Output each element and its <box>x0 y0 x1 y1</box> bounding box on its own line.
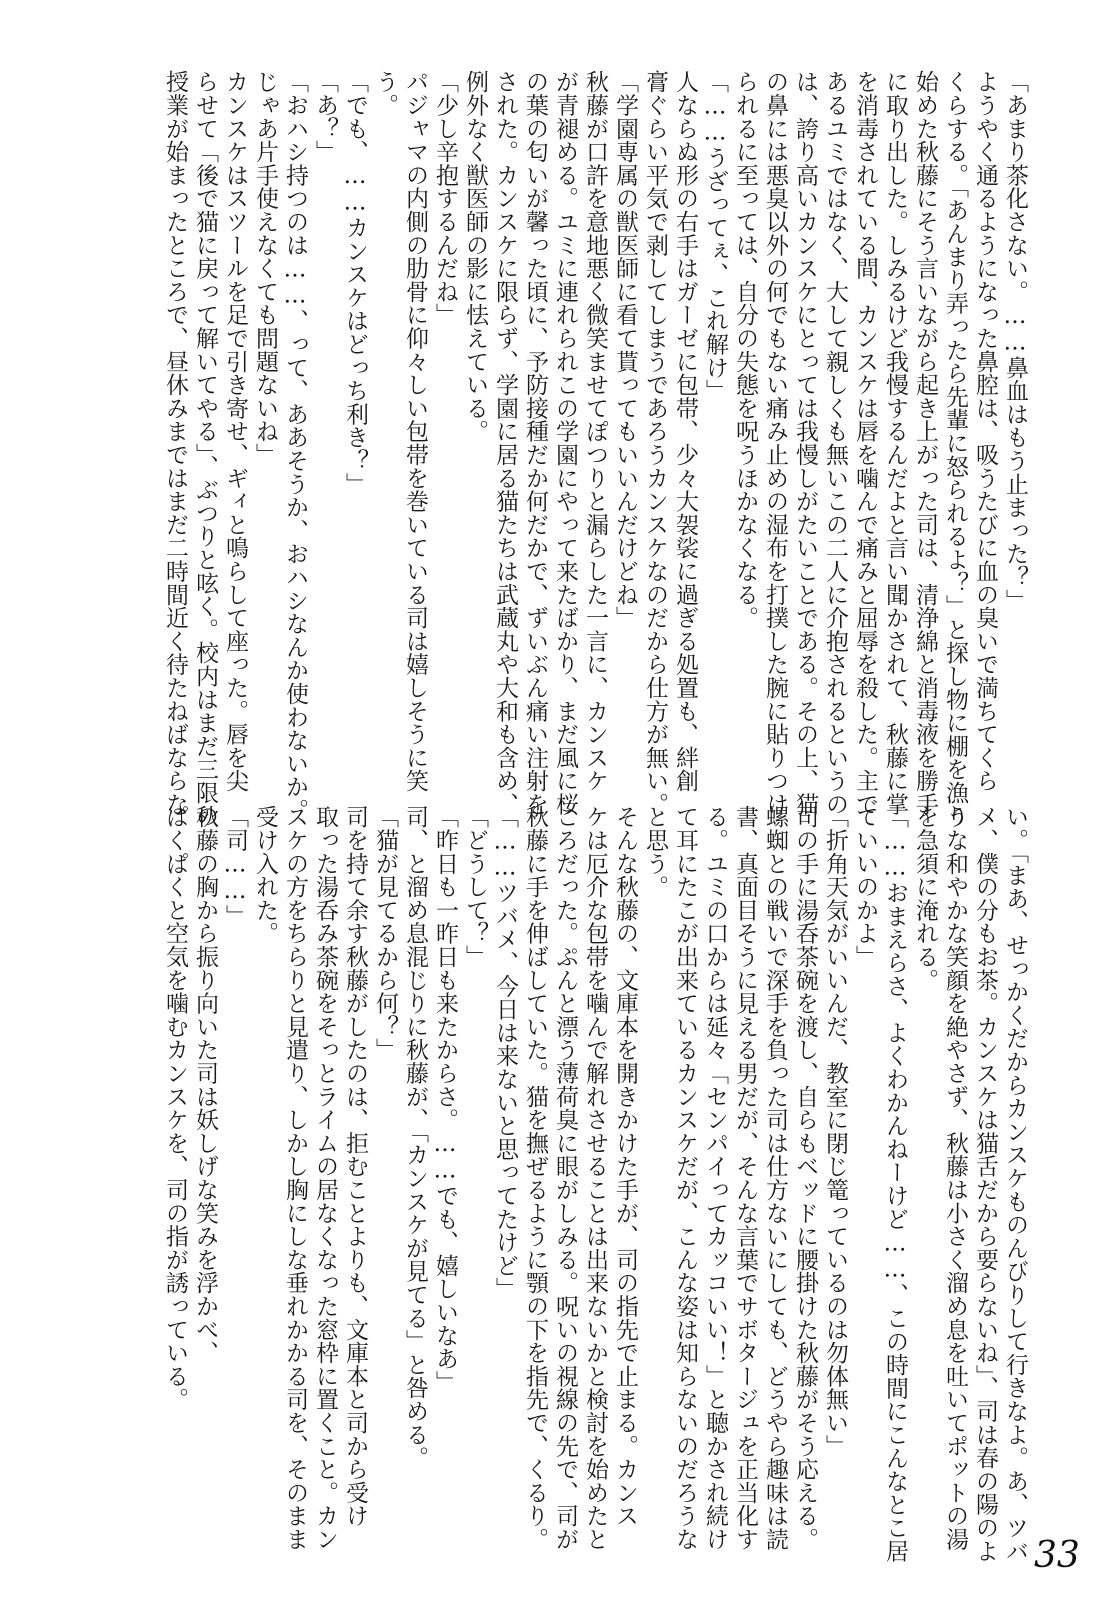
text-line: ていいのかよ」 <box>852 805 878 969</box>
text-line: 「……おまえらさ、よくわかんねーけど……、この時間にこんなとこ居 <box>882 805 908 1563</box>
text-line: 「昨日も一昨日も来たからさ。……でも、嬉しいなあ」 <box>432 805 458 1394</box>
text-line: 人ならぬ形の右手はガーゼに包帯、少々大袈裟に過ぎる処置も、絆創 <box>672 70 698 793</box>
text-line: うな和やかな笑顔を絶やさず、秋藤は小さく溜め息を吐いてポットの湯 <box>942 805 968 1551</box>
text-line: て耳にたこが出来ているカンスケだが、こんな姿は知らないのだろうな <box>672 805 698 1551</box>
text-line: 「あまり茶化さない。……鼻血はもう止まった？」 <box>1002 70 1028 612</box>
text-line: を消毒されている間、カンスケは唇を噛んで痛みと屈辱を殺した。主で <box>852 70 878 816</box>
text-line: 受け入れた。 <box>252 805 278 945</box>
text-line: された。カンスケに限らず、学園に居る猫たちは武蔵丸や大和も含め、 <box>492 70 518 816</box>
text-line: 「どうして？」 <box>462 805 488 969</box>
text-line: ぱくぱくと空気を噛むカンスケを、司の指が誘っている。 <box>162 805 188 1411</box>
text-line: う。 <box>372 70 398 117</box>
text-line: 授業が始まったところで、昼休みまではまだ二時間近く待たねばならな <box>162 70 188 816</box>
text-line: 螺蜘との戦いで深手を負った司は仕方ないにしても、どうやら趣味は読 <box>762 805 788 1551</box>
text-line: 「あ？」 <box>312 70 338 164</box>
text-line: メ、僕の分もお茶。カンスケは猫舌だから要らないね」、司は春の陽のよ <box>972 805 998 1563</box>
text-line: カンスケはスツールを足で引き寄せ、ギィと鳴らして座った。唇を尖 <box>222 70 248 793</box>
text-line: られるに至っては、自分の失態を呪うほかなくなる。 <box>732 70 758 630</box>
text-line: が青褪める。ユミに連れられこの学園にやって来たばかり、まだ風に桜 <box>552 70 578 816</box>
text-line: の葉の匂いが馨った頃に、予防接種だか何だかで、ずいぶん痛い注射を <box>522 70 548 816</box>
text-line: じゃあ片手使えなくても問題ないね」 <box>252 70 278 467</box>
text-line: と思う。 <box>642 805 668 899</box>
text-line: い。「まあ、せっかくだからカンスケものんびりして行きなよ。あ、ツバ <box>1002 805 1028 1563</box>
text-line: 「おハシ持つのは……、って、ああそうか、おハシなんか使わないか。 <box>282 70 308 822</box>
text-line: スケの方をちらりと見遣り、しかし胸にしな垂れかかる司を、そのまま <box>282 805 308 1551</box>
text-line: 「……うざってぇ、これ解け」 <box>702 70 728 403</box>
text-line: 始めた秋藤にそう言いながら起き上がった司は、清浄綿と消毒液を勝手 <box>912 70 938 816</box>
text-line: 秋藤が口許を意地悪く微笑ませてぽつりと漏らした一言に、カンスケ <box>582 70 608 793</box>
text-line: 「折角天気がいいんだ、教室に閉じ篭っているのは勿体無い」 <box>822 805 848 1458</box>
text-line: 秋藤の胸から振り向いた司は妖しげな笑みを浮かべ、 <box>192 805 218 1365</box>
text-line: 例外なく獣医師の影に怯えている。 <box>462 70 488 443</box>
text-line: 司、と溜め息混じりに秋藤が、「カンスケが見てる」と咎める。 <box>402 805 428 1470</box>
text-line: 「司……」 <box>222 805 248 928</box>
text-line: らせて「後で猫に戻って解いてやる」、ぶつりと呟く。校内はまだ三限の <box>192 70 218 828</box>
text-line: ケは厄介な包帯を噛んで解れさせることは出来ないかと検討を始めたと <box>582 805 608 1551</box>
page-number: 33 <box>1034 1535 1080 1576</box>
text-line: あるユミではなく、大して親しくも無いこの二人に介抱されるというの <box>822 70 848 816</box>
text-line: 膏ぐらい平気で剥してしまうであろうカンスケなのだから仕方が無い。 <box>642 70 668 816</box>
text-line: 司の手に湯呑茶碗を渡し、自らもベッドに腰掛けた秋藤がそう応える。 <box>792 805 818 1551</box>
text-line: る。ユミの口からは延々「センパイってカッコいい！」と聴かされ続け <box>702 805 728 1551</box>
text-line: 書、真面目そうに見える男だが、そんな言葉でサボタージュを正当化す <box>732 805 758 1551</box>
text-line: 「少し辛抱するんだね」 <box>432 70 458 327</box>
text-line: に取り出した。しみるけど我慢するんだよと言い聞かされて、秋藤に掌 <box>882 70 908 816</box>
text-line: の鼻には悪臭以外の何でもない痛み止めの湿布を打撲した腕に貼りつけ <box>762 70 788 816</box>
upper-text-block <box>50 70 1030 828</box>
text-line: ころだった。ぷんと漂う薄荷臭に眼がしみる。呪いの視線の先で、司が <box>552 805 578 1551</box>
text-line: 「猫が見てるから何？」 <box>372 805 398 1062</box>
text-line: くらする。「あんまり弄ったら先輩に怒られるよ？」と探し物に棚を漁り <box>942 70 968 828</box>
text-line: 「学園専属の獣医師に看て貰ってもいいんだけどね」 <box>612 70 638 630</box>
text-line: そんな秋藤の、文庫本を開きかけた手が、司の指先で止まる。カンス <box>612 805 638 1528</box>
text-line: ようやく通るようになった鼻腔は、吸うたびに血の臭いで満ちてくら <box>972 70 998 793</box>
text-line: を急須に淹れる。 <box>912 805 938 992</box>
text-line: 「……ツバメ、今日は来ないと思ってたけど」 <box>492 805 518 1301</box>
lower-text-block <box>50 805 1030 1563</box>
text-line: 「でも、……カンスケはどっち利き？」 <box>342 70 368 496</box>
text-line: は、誇り高いカンスケにとっては我慢しがたいことである。その上、猫 <box>792 70 818 816</box>
text-line: 秋藤に手を伸ばしていた。猫を撫ぜるように顎の下を指先で、くるり。 <box>522 805 548 1551</box>
text-line: 司を持て余す秋藤がしたのは、拒むことよりも、文庫本と司から受け <box>342 805 368 1528</box>
text-line: パジャマの内側の肋骨に仰々しい包帯を巻いている司は嬉しそうに笑 <box>402 70 428 793</box>
text-line: 取った湯呑み茶碗をそっとライムの居なくなった窓枠に置くこと。カン <box>312 805 338 1551</box>
